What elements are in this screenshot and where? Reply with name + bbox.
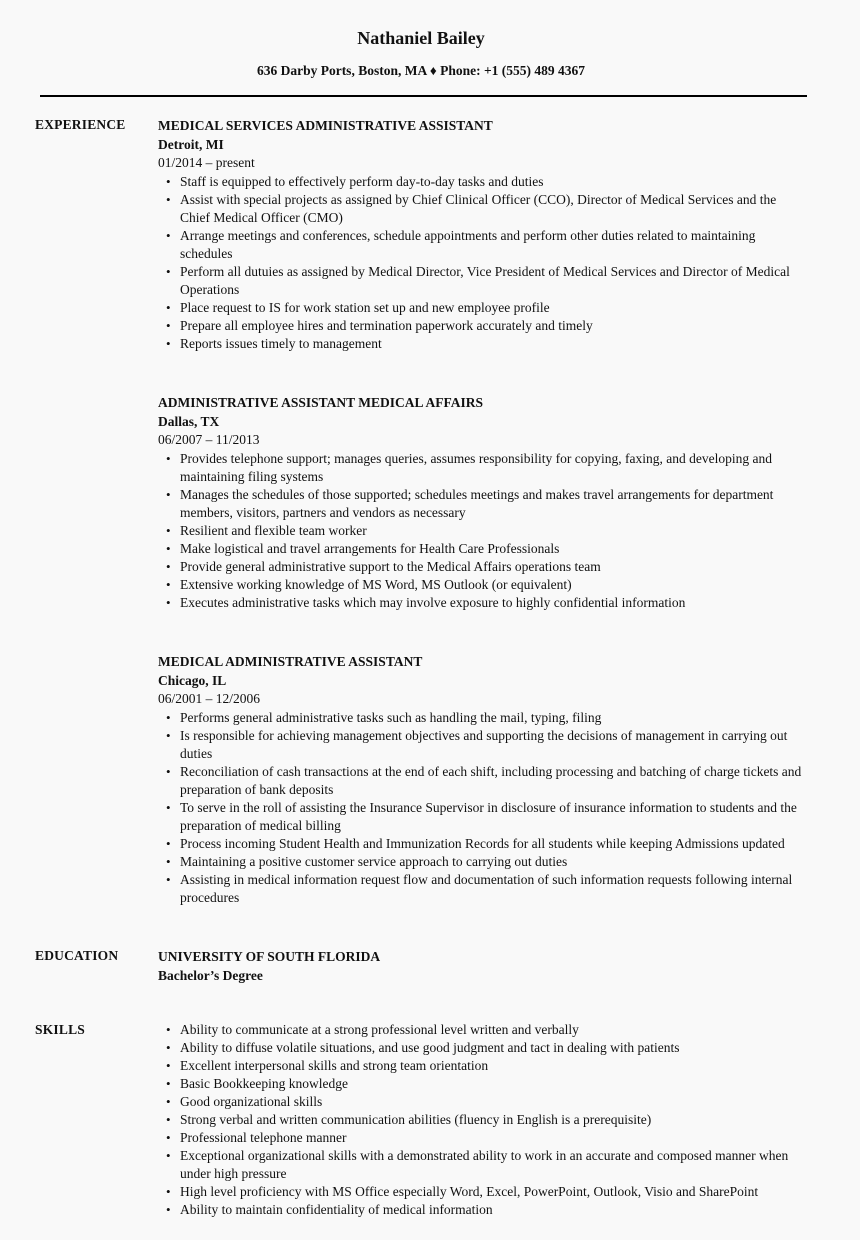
job-bullet: • Performs general administrative tasks such as handling the mail, typing, filing	[180, 709, 807, 727]
skill-bullet: • Good organizational skills	[180, 1093, 807, 1111]
job-dates: 01/2014 – present	[158, 155, 255, 170]
section-label-education: EDUCATION	[35, 948, 119, 963]
job-bullet: • Is responsible for achieving management objectives and supporting the decisions of management in carrying out duties	[180, 727, 807, 763]
skills-section	[35, 1021, 807, 1219]
job-entry-3	[158, 652, 807, 907]
job-bullet: • Assisting in medical information request flow and documentation of such information requests following internal procedures	[180, 871, 807, 907]
job-dates: 06/2001 – 12/2006	[158, 691, 261, 706]
job-title: MEDICAL ADMINISTRATIVE ASSISTANT	[158, 654, 423, 669]
skills-bullet-list	[158, 1021, 807, 1219]
job-bullet: • Place request to IS for work station set up and new employee profile	[180, 299, 807, 317]
job-bullet: • Reconciliation of cash transactions at the end of each shift, including processing and batching of charge tickets and preparation of bank deposits	[180, 763, 807, 799]
skill-bullet: • Ability to maintain confidentiality of medical information	[180, 1201, 807, 1219]
header-divider	[40, 95, 807, 97]
job-bullet: • Extensive working knowledge of MS Word, MS Outlook (or equivalent)	[180, 576, 807, 594]
skill-bullet: • Strong verbal and written communication abilities (fluency in English is a prerequisite)	[180, 1111, 807, 1129]
skill-bullet: • Excellent interpersonal skills and strong team orientation	[180, 1057, 807, 1075]
contact-line: 636 Darby Ports, Boston, MA ♦ Phone: +1 (555) 489 4367	[256, 63, 586, 78]
education-school: UNIVERSITY OF SOUTH FLORIDA	[158, 949, 381, 964]
job-bullet: • Make logistical and travel arrangements for Health Care Professionals	[180, 540, 807, 558]
job-bullet: • Maintaining a positive customer service approach to carrying out duties	[180, 853, 807, 871]
job-bullet: • Staff is equipped to effectively perform day-to-day tasks and duties	[180, 173, 807, 191]
skill-bullet: • Exceptional organizational skills with a demonstrated ability to work in an accurate and composed manner when under high pressure	[180, 1147, 807, 1183]
experience-content	[158, 116, 807, 907]
resume-header	[35, 28, 807, 79]
job-bullet: • Provide general administrative support to the Medical Affairs operations team	[180, 558, 807, 576]
skills-content	[158, 1021, 807, 1219]
job-title: MEDICAL SERVICES ADMINISTRATIVE ASSISTANT	[158, 118, 493, 133]
job-bullet: • Provides telephone support; manages queries, assumes responsibility for copying, faxing, and developing and maintaining filing systems	[180, 450, 807, 486]
job-bullet: • Prepare all employee hires and termination paperwork accurately and timely	[180, 317, 807, 335]
section-label-skills: SKILLS	[35, 1022, 85, 1037]
job-entry-1	[158, 116, 807, 353]
education-content	[158, 947, 807, 985]
job-bullet: • Process incoming Student Health and Immunization Records for all students while keeping Admissions updated	[180, 835, 807, 853]
job-bullet: • To serve in the roll of assisting the Insurance Supervisor in disclosure of insurance information to students and the preparation of medical billing	[180, 799, 807, 835]
job-bullet-list	[158, 450, 807, 612]
job-bullet: • Reports issues timely to management	[180, 335, 807, 353]
person-name: Nathaniel Bailey	[357, 28, 485, 48]
education-degree: Bachelor’s Degree	[158, 968, 263, 983]
job-bullet: • Arrange meetings and conferences, schedule appointments and perform other duties related to maintaining schedules	[180, 227, 807, 263]
education-section	[35, 947, 807, 985]
skill-bullet: • Professional telephone manner	[180, 1129, 807, 1147]
job-bullet: • Manages the schedules of those supported; schedules meetings and makes travel arrangements for department members, visitors, partners and vendors as necessary	[180, 486, 807, 522]
skill-bullet: • Ability to communicate at a strong professional level written and verbally	[180, 1021, 807, 1039]
job-location: Chicago, IL	[158, 673, 227, 688]
skill-bullet: • High level proficiency with MS Office especially Word, Excel, PowerPoint, Outlook, Visio and SharePoint	[180, 1183, 807, 1201]
job-location: Detroit, MI	[158, 137, 224, 152]
job-bullet: • Assist with special projects as assigned by Chief Clinical Officer (CCO), Director of Medical Services and the Chief Medical Officer (CMO)	[180, 191, 807, 227]
job-location: Dallas, TX	[158, 414, 220, 429]
job-bullet: • Perform all dutuies as assigned by Medical Director, Vice President of Medical Services and Director of Medical Operations	[180, 263, 807, 299]
skill-bullet: • Basic Bookkeeping knowledge	[180, 1075, 807, 1093]
job-bullet-list	[158, 709, 807, 907]
job-entry-2	[158, 393, 807, 612]
job-bullet-list	[158, 173, 807, 353]
experience-section	[35, 116, 807, 907]
job-dates: 06/2007 – 11/2013	[158, 432, 260, 447]
section-label-experience: EXPERIENCE	[35, 117, 126, 132]
skill-bullet: • Ability to diffuse volatile situations, and use good judgment and tact in dealing with patients	[180, 1039, 807, 1057]
job-bullet: • Executes administrative tasks which may involve exposure to highly confidential information	[180, 594, 807, 612]
job-bullet: • Resilient and flexible team worker	[180, 522, 807, 540]
job-title: ADMINISTRATIVE ASSISTANT MEDICAL AFFAIRS	[158, 395, 483, 410]
